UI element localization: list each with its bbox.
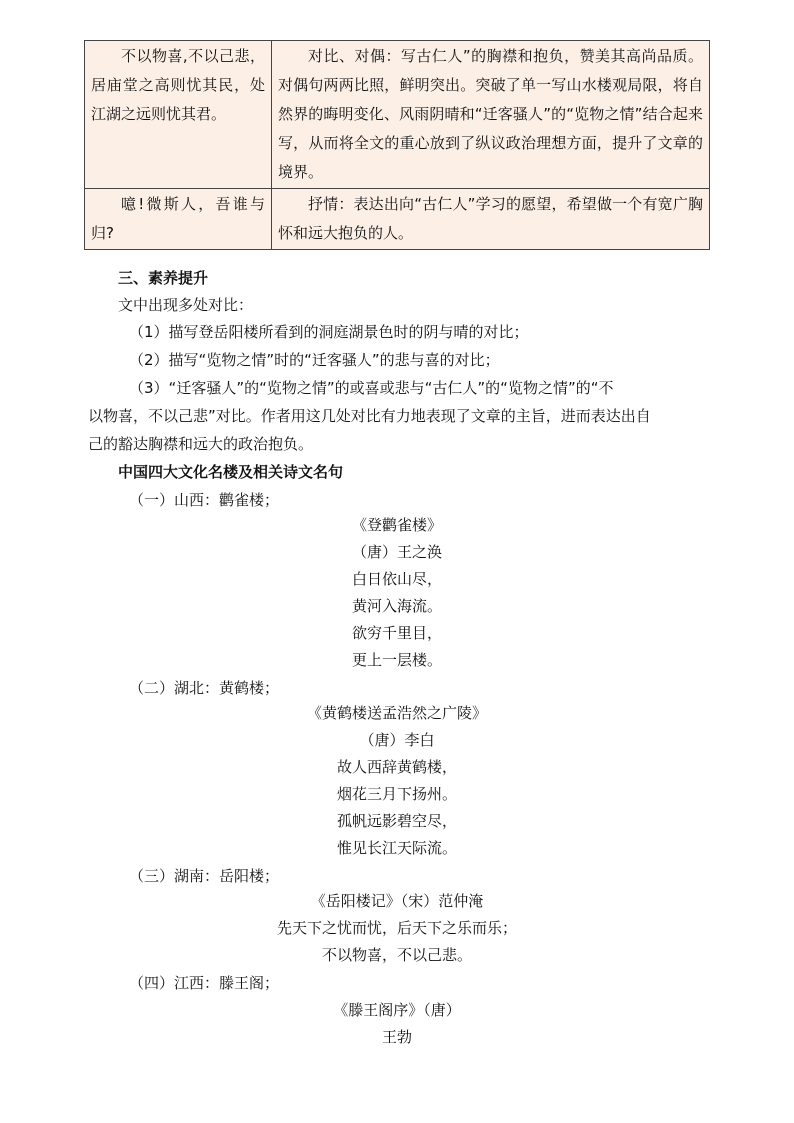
paragraph-intro: 文中出现多处对比： [118,296,254,314]
tower-label: （四）江西：滕王阁； [129,974,280,992]
poem-author: 王勃 [381,1028,412,1046]
table-row [85,189,710,250]
list-item: （2）描写“览物之情”时的“迁客骚人”的悲与喜的对比； [129,351,500,369]
poem-line: 先天下之忧而忧，后天下之乐而乐； [276,919,517,937]
tower-label: （一）山西：鹳雀楼； [129,491,280,509]
poem-line: 欲穷千里目， [351,624,442,642]
tower-label: （二）湖北：黄鹤楼； [129,679,280,697]
poem-title: 《登鹳雀楼》 [351,516,442,534]
table-cell-analysis: 抒情：表达出向“古仁人”学习的愿望，希望做一个有宽广胸怀和远大抱负的人。 [272,189,710,250]
poem-author: （唐）王之涣 [351,543,442,561]
poem-line: 孤帆远影碧空尽， [336,812,457,830]
poem-line: 惟见长江天际流。 [336,839,457,857]
list-item-continued: 己的豁达胸襟和远大的政治抱负。 [88,435,314,453]
list-item-continued: 以物喜，不以己悲”对比。作者用这几处对比有力地表现了文章的主旨，进而表达出自 [88,407,651,425]
poem-line: 更上一层楼。 [351,651,442,669]
poem-title: 《黄鹤楼送孟浩然之广陵》 [306,704,487,722]
analysis-table [84,40,710,250]
list-item: （3）“迁客骚人”的“览物之情”的或喜或悲与“古仁人”的“览物之情”的“不 [129,379,614,397]
tower-label: （三）湖南：岳阳楼； [129,867,280,885]
poem-line: 故人西辞黄鹤楼， [336,758,457,776]
section-heading: 三、素养提升 [118,269,209,287]
poem-title: 《岳阳楼记》（宋）范仲淹 [310,892,484,910]
table-cell-quote: 噫!微斯人，吾谁与归? [85,189,272,250]
poem-line: 不以物喜，不以己悲。 [321,946,472,964]
table-cell-quote: 不以物喜,不以己悲，居庙堂之高则忧其民，处江湖之远则忧其君。 [85,41,272,189]
poem-line: 烟花三月下扬州。 [336,785,457,803]
table-row [85,41,710,189]
poem-title: 《滕王阁序》（唐） [333,1001,461,1019]
subsection-heading: 中国四大文化名楼及相关诗文名句 [118,463,344,481]
poem-line: 白日依山尽， [351,570,442,588]
table-cell-analysis: 对比、对偶：写古仁人”的胸襟和抱负，赞美其高尚品质。对偶句两两比照，鲜明突出。突破了单一写山水楼观局限，将自然界的晦明变化、风雨阴晴和“迁客骚人”的“览物之情”结合起来写，从而将全文的重心放到了纵议政治理想方面，提升了文章的境界。 [272,41,710,189]
poem-author: （唐）李白 [359,731,435,749]
list-item: （1）描写登岳阳楼所看到的洞庭湖景色时的阴与晴的对比； [129,323,529,341]
poem-line: 黄河入海流。 [351,597,442,615]
